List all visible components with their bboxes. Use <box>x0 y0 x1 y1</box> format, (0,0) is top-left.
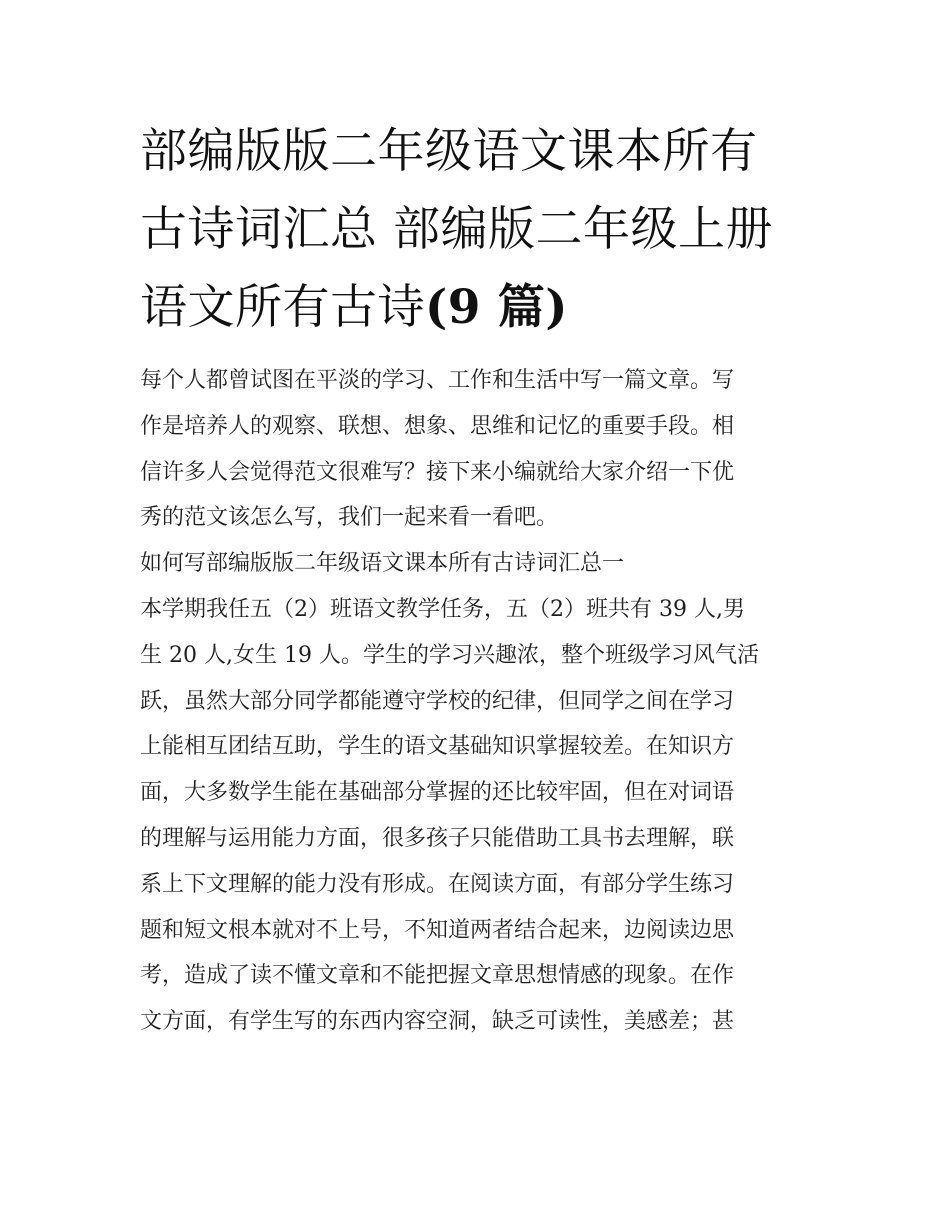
intro-line: 信许多人会觉得范文很难写？接下来小编就给大家介绍一下优 <box>140 459 735 485</box>
title-line-3-text: 语文所有古诗 <box>140 280 425 335</box>
title-line-2: 古诗词汇总 部编版二年级上册 <box>140 202 773 257</box>
title-line-1: 部编版版二年级语文课本所有 <box>140 124 758 179</box>
intro-line: 作是培养人的观察、联想、想象、思维和记忆的重要手段。相 <box>140 413 735 439</box>
title-count-suffix: (9 篇) <box>425 280 569 335</box>
body-line: 题和短文根本就对不上号，不知道两者结合起来，边阅读边思 <box>140 917 735 943</box>
intro-line: 每个人都曾试图在平淡的学习、工作和生活中写一篇文章。写 <box>140 368 735 393</box>
body-line: 的理解与运用能力方面，很多孩子只能借助工具书去理解，联 <box>140 825 735 851</box>
body-line: 考，造成了读不懂文章和不能把握文章思想情感的现象。在作 <box>140 963 735 989</box>
body-line: 上能相互团结互助，学生的语文基础知识掌握较差。在知识方 <box>140 734 735 760</box>
document-body <box>140 358 820 1045</box>
document-title <box>140 113 820 347</box>
body-line: 本学期我任五（2）班语文教学任务，五（2）班共有 39 人,男 <box>140 596 745 622</box>
section-heading: 如何写部编版版二年级语文课本所有古诗词汇总一 <box>140 551 625 577</box>
body-line: 跃，虽然大部分同学都能遵守学校的纪律，但同学之间在学习 <box>140 688 735 714</box>
intro-line: 秀的范文该怎么写，我们一起来看一看吧。 <box>140 505 559 531</box>
body-line: 生 20 人,女生 19 人。学生的学习兴趣浓，整个班级学习风气活 <box>140 642 759 668</box>
body-line: 面，大多数学生能在基础部分掌握的还比较牢固，但在对词语 <box>140 780 735 806</box>
body-line: 文方面，有学生写的东西内容空洞，缺乏可读性，美感差；甚 <box>140 1009 735 1035</box>
title-line-3 <box>140 269 820 347</box>
body-line: 系上下文理解的能力没有形成。在阅读方面，有部分学生练习 <box>140 871 735 897</box>
